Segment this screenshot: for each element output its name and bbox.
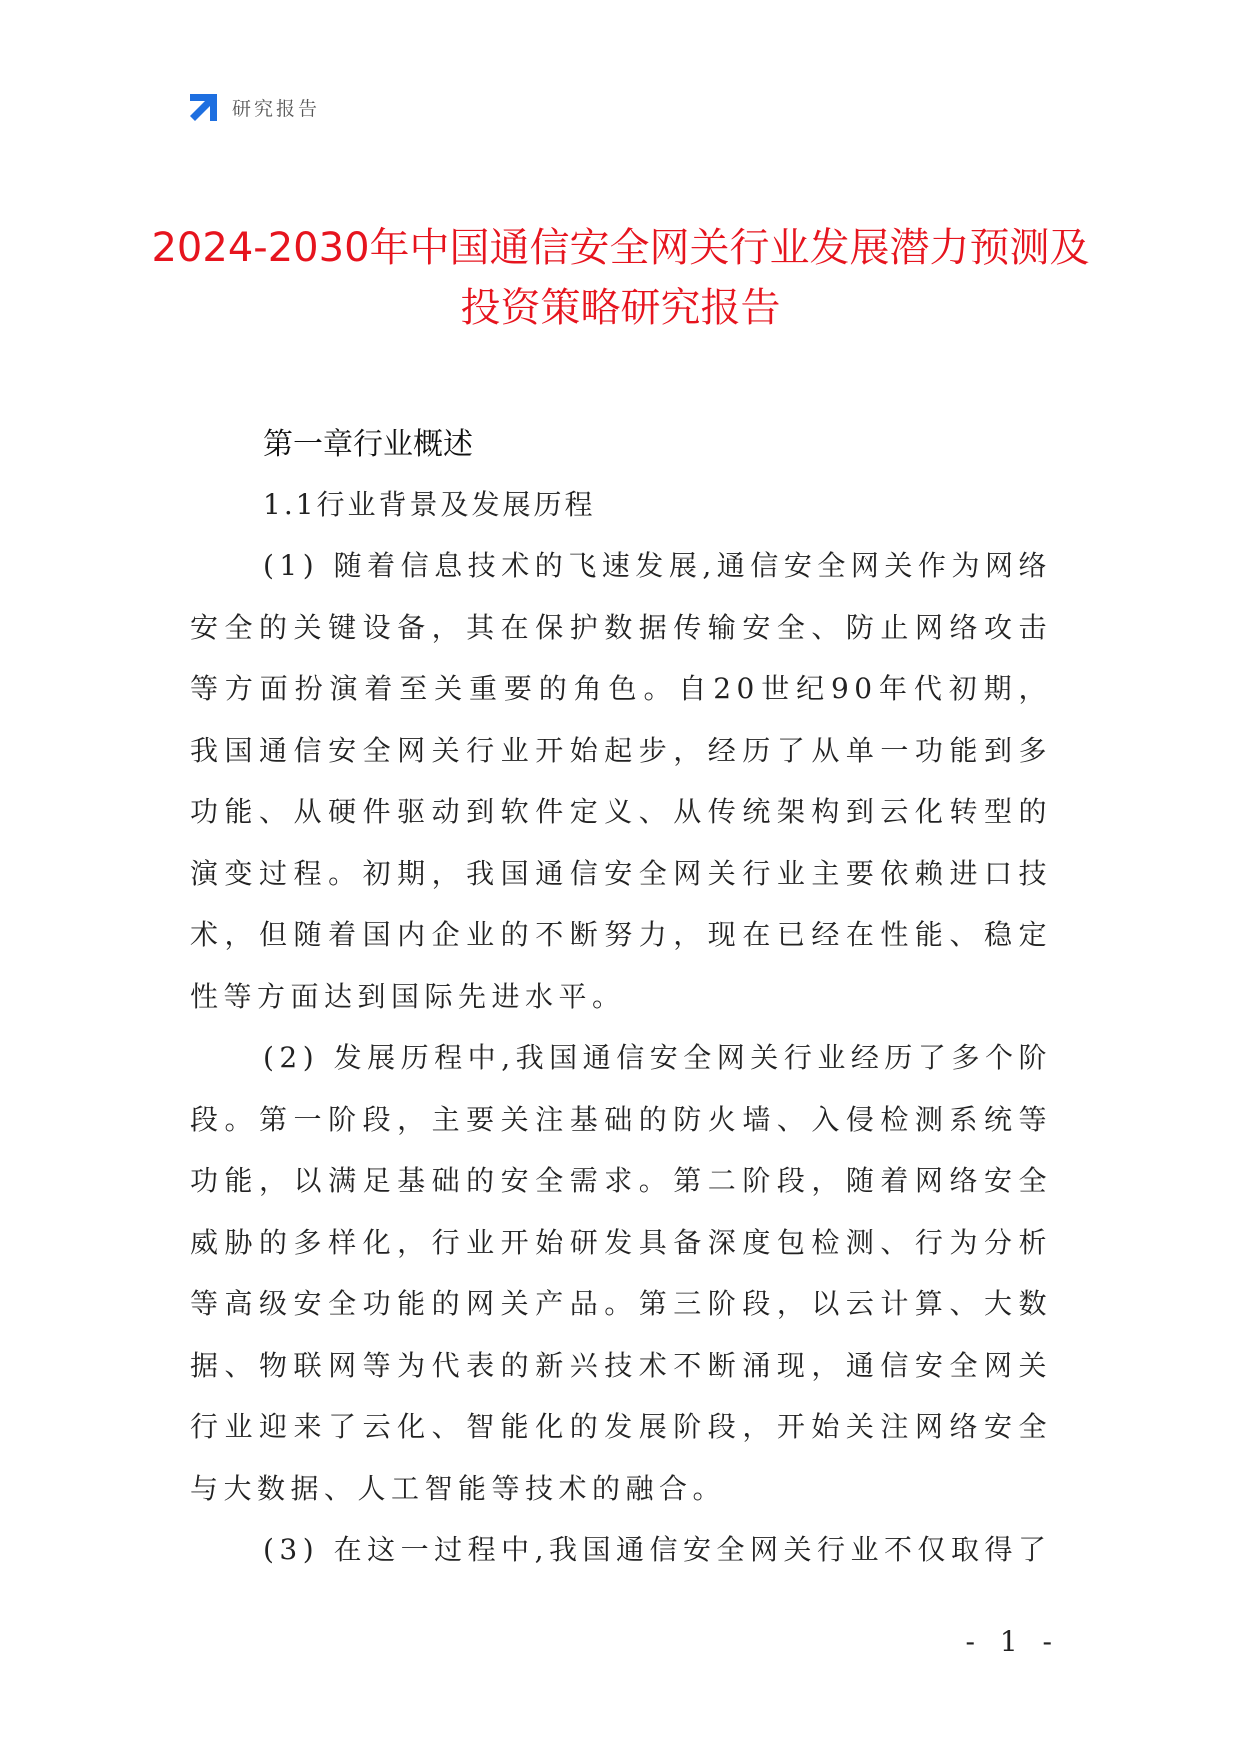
chapter-heading: 第一章行业概述 <box>263 427 473 462</box>
arrow-up-right-icon <box>188 91 220 123</box>
paragraph: (2) 发展历程中,我国通信安全网关行业经历了多个阶段。第一阶段，主要关注基础的防火墙、入侵检测系统等功能，以满足基础的安全需求。第二阶段，随着网络安全威胁的多样化，行业开始研发具备深度包检测、行为分析等高级安全功能的网关产品。第三阶段，以云计算、大数据、物联网等为代表的新兴技术不断涌现，通信安全网关行业迎来了云化、智能化的发展阶段，开始关注网络安全与大数据、人工智能等技术的融合。 <box>190 1041 1052 1505</box>
section-heading: 1.1行业背景及发展历程 <box>263 488 596 521</box>
paragraph: (3) 在这一过程中,我国通信安全网关行业不仅取得了 <box>263 1533 1052 1566</box>
paragraph: (1) 随着信息技术的飞速发展,通信安全网关作为网络安全的关键设备，其在保护数据传输安全、防止网络攻击等方面扮演着至关重要的角色。自20世纪90年代初期，我国通信安全网关行业开始起步，经历了从单一功能到多功能、从硬件驱动到软件定义、从传统架构到云化转型的演变过程。初期，我国通信安全网关行业主要依赖进口技术，但随着国内企业的不断努力，现在已经在性能、稳定性等方面达到国际先进水平。 <box>190 549 1052 1013</box>
page-number: - 1 - <box>965 1625 1060 1658</box>
page-header <box>188 90 320 124</box>
document-title: 2024-2030年中国通信安全网关行业发展潜力预测及投资策略研究报告 <box>151 225 1090 331</box>
document-body <box>190 415 1052 1581</box>
header-label: 研究报告 <box>232 97 321 120</box>
